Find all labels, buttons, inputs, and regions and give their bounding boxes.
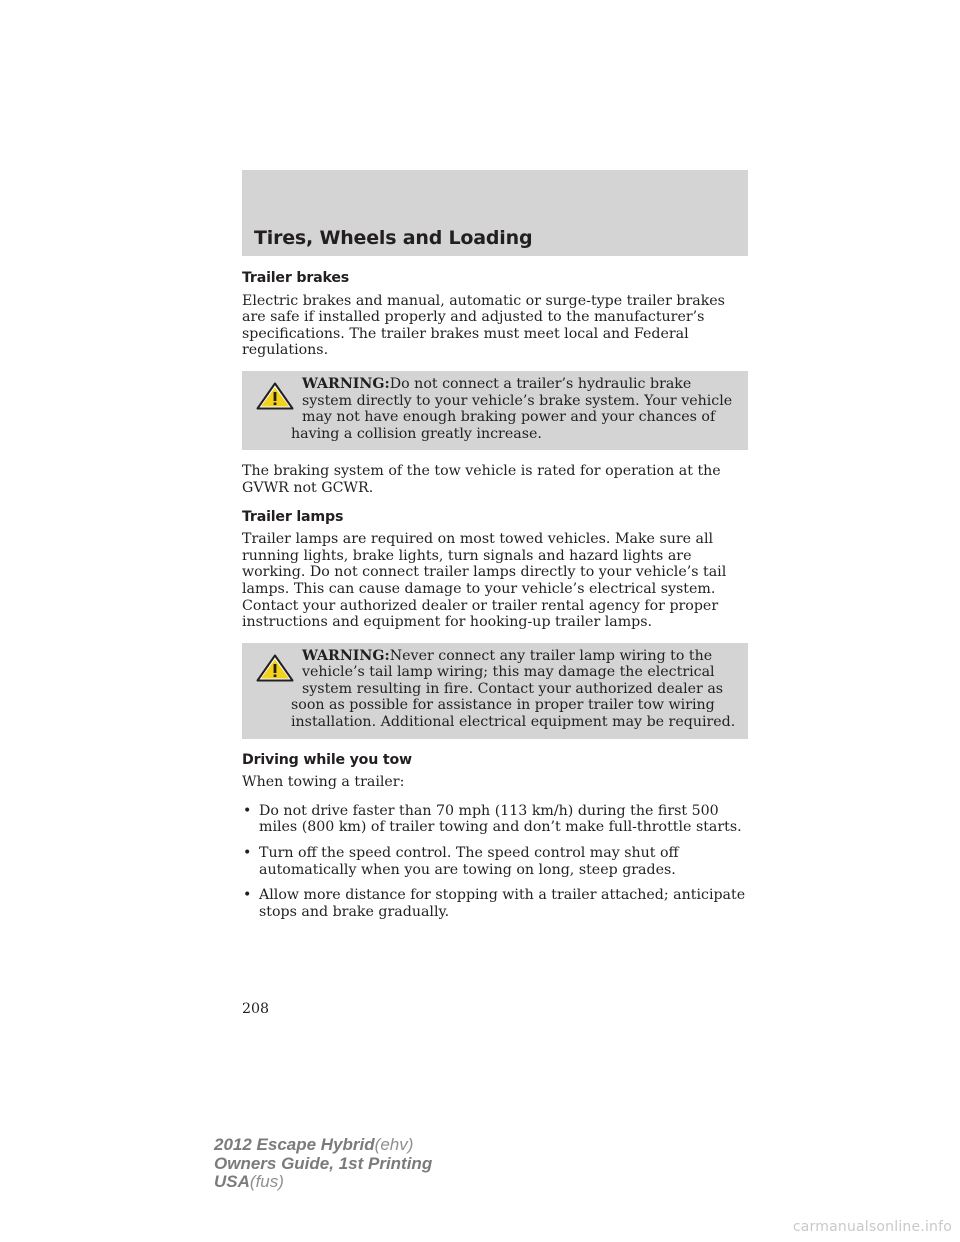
list-item-text: Allow more distance for stopping with a trailer attached; anticipate stops and brake gradually. [259, 887, 746, 920]
warning-box-lamps [242, 643, 748, 739]
braking-system-note: The braking system of the tow vehicle is rated for operation at the GVWR not GCWR. [242, 463, 721, 496]
footer-line-market [214, 1173, 432, 1192]
watermark-link[interactable]: carmanualsonline.info [792, 1219, 952, 1235]
trailer-brakes-body: Electric brakes and manual, automatic or surge-type trailer brakes are safe if installed properly and adjusted to the manufacturer’s specifications. The trailer brakes must meet local and Federal regulations. [242, 292, 725, 359]
bullet-mark: • [243, 845, 252, 862]
page-content [242, 270, 748, 929]
footer-guide: Owners Guide, 1st Printing [214, 1153, 433, 1173]
warning-text-brakes: Do not connect a trailer’s hydraulic brake system directly to your vehicle’s brake system. Your vehicle may not have enough braking power and your chances of having a collision greatly increase. [291, 375, 733, 442]
heading-trailer-lamps: Trailer lamps [242, 508, 344, 525]
section-header-band [242, 170, 748, 256]
list-item [242, 803, 748, 836]
heading-driving-while-tow: Driving while you tow [242, 751, 412, 768]
footer-line-model [214, 1136, 432, 1155]
section-title: Tires, Wheels and Loading [254, 227, 533, 249]
trailer-lamps-body: Trailer lamps are required on most towed vehicles. Make sure all running lights, brake lights, turn signals and hazard lights are working. Do not connect trailer lamps directly to your vehicle’s tail lamps. This can cause damage to your vehicle’s electrical system. Contact your authorized dealer or trailer rental agency for proper instructions and equipment for hooking-up trailer lamps. [242, 531, 727, 631]
towing-intro: When towing a trailer: [242, 774, 405, 791]
list-item-text: Do not drive faster than 70 mph (113 km/h) during the first 500 miles (800 km) of trailer towing and don’t make full-throttle starts. [259, 802, 742, 836]
bullet-mark: • [243, 802, 252, 819]
footer-line-guide [214, 1155, 432, 1174]
warning-label: WARNING: [302, 647, 390, 664]
bullet-mark: • [243, 887, 252, 904]
footer-model: 2012 Escape Hybrid [214, 1135, 375, 1154]
footer-model-code: (ehv) [374, 1135, 414, 1154]
warning-triangle-icon [256, 654, 294, 682]
warning-box-brakes [242, 371, 748, 450]
list-item-text: Turn off the speed control. The speed control may shut off automatically when you are towing on long, steep grades. [259, 845, 679, 878]
warning-text-lamps: Never connect any trailer lamp wiring to the vehicle’s tail lamp wiring; this may damage the electrical system resulting in fire. Contact your authorized dealer as soon as possible for assistance in proper trailer tow wiring installation. Additional electrical equipment may be required. [291, 647, 736, 731]
footer-market-code: (fus) [249, 1172, 284, 1191]
list-item [242, 845, 748, 878]
heading-trailer-brakes: Trailer brakes [242, 270, 350, 286]
towing-bullet-list [242, 803, 748, 921]
footer-market: USA [214, 1172, 250, 1191]
list-item [242, 887, 748, 920]
warning-triangle-icon [256, 382, 294, 410]
warning-label: WARNING: [302, 375, 390, 392]
document-footer [214, 1136, 432, 1192]
page-number: 208 [242, 1001, 270, 1017]
